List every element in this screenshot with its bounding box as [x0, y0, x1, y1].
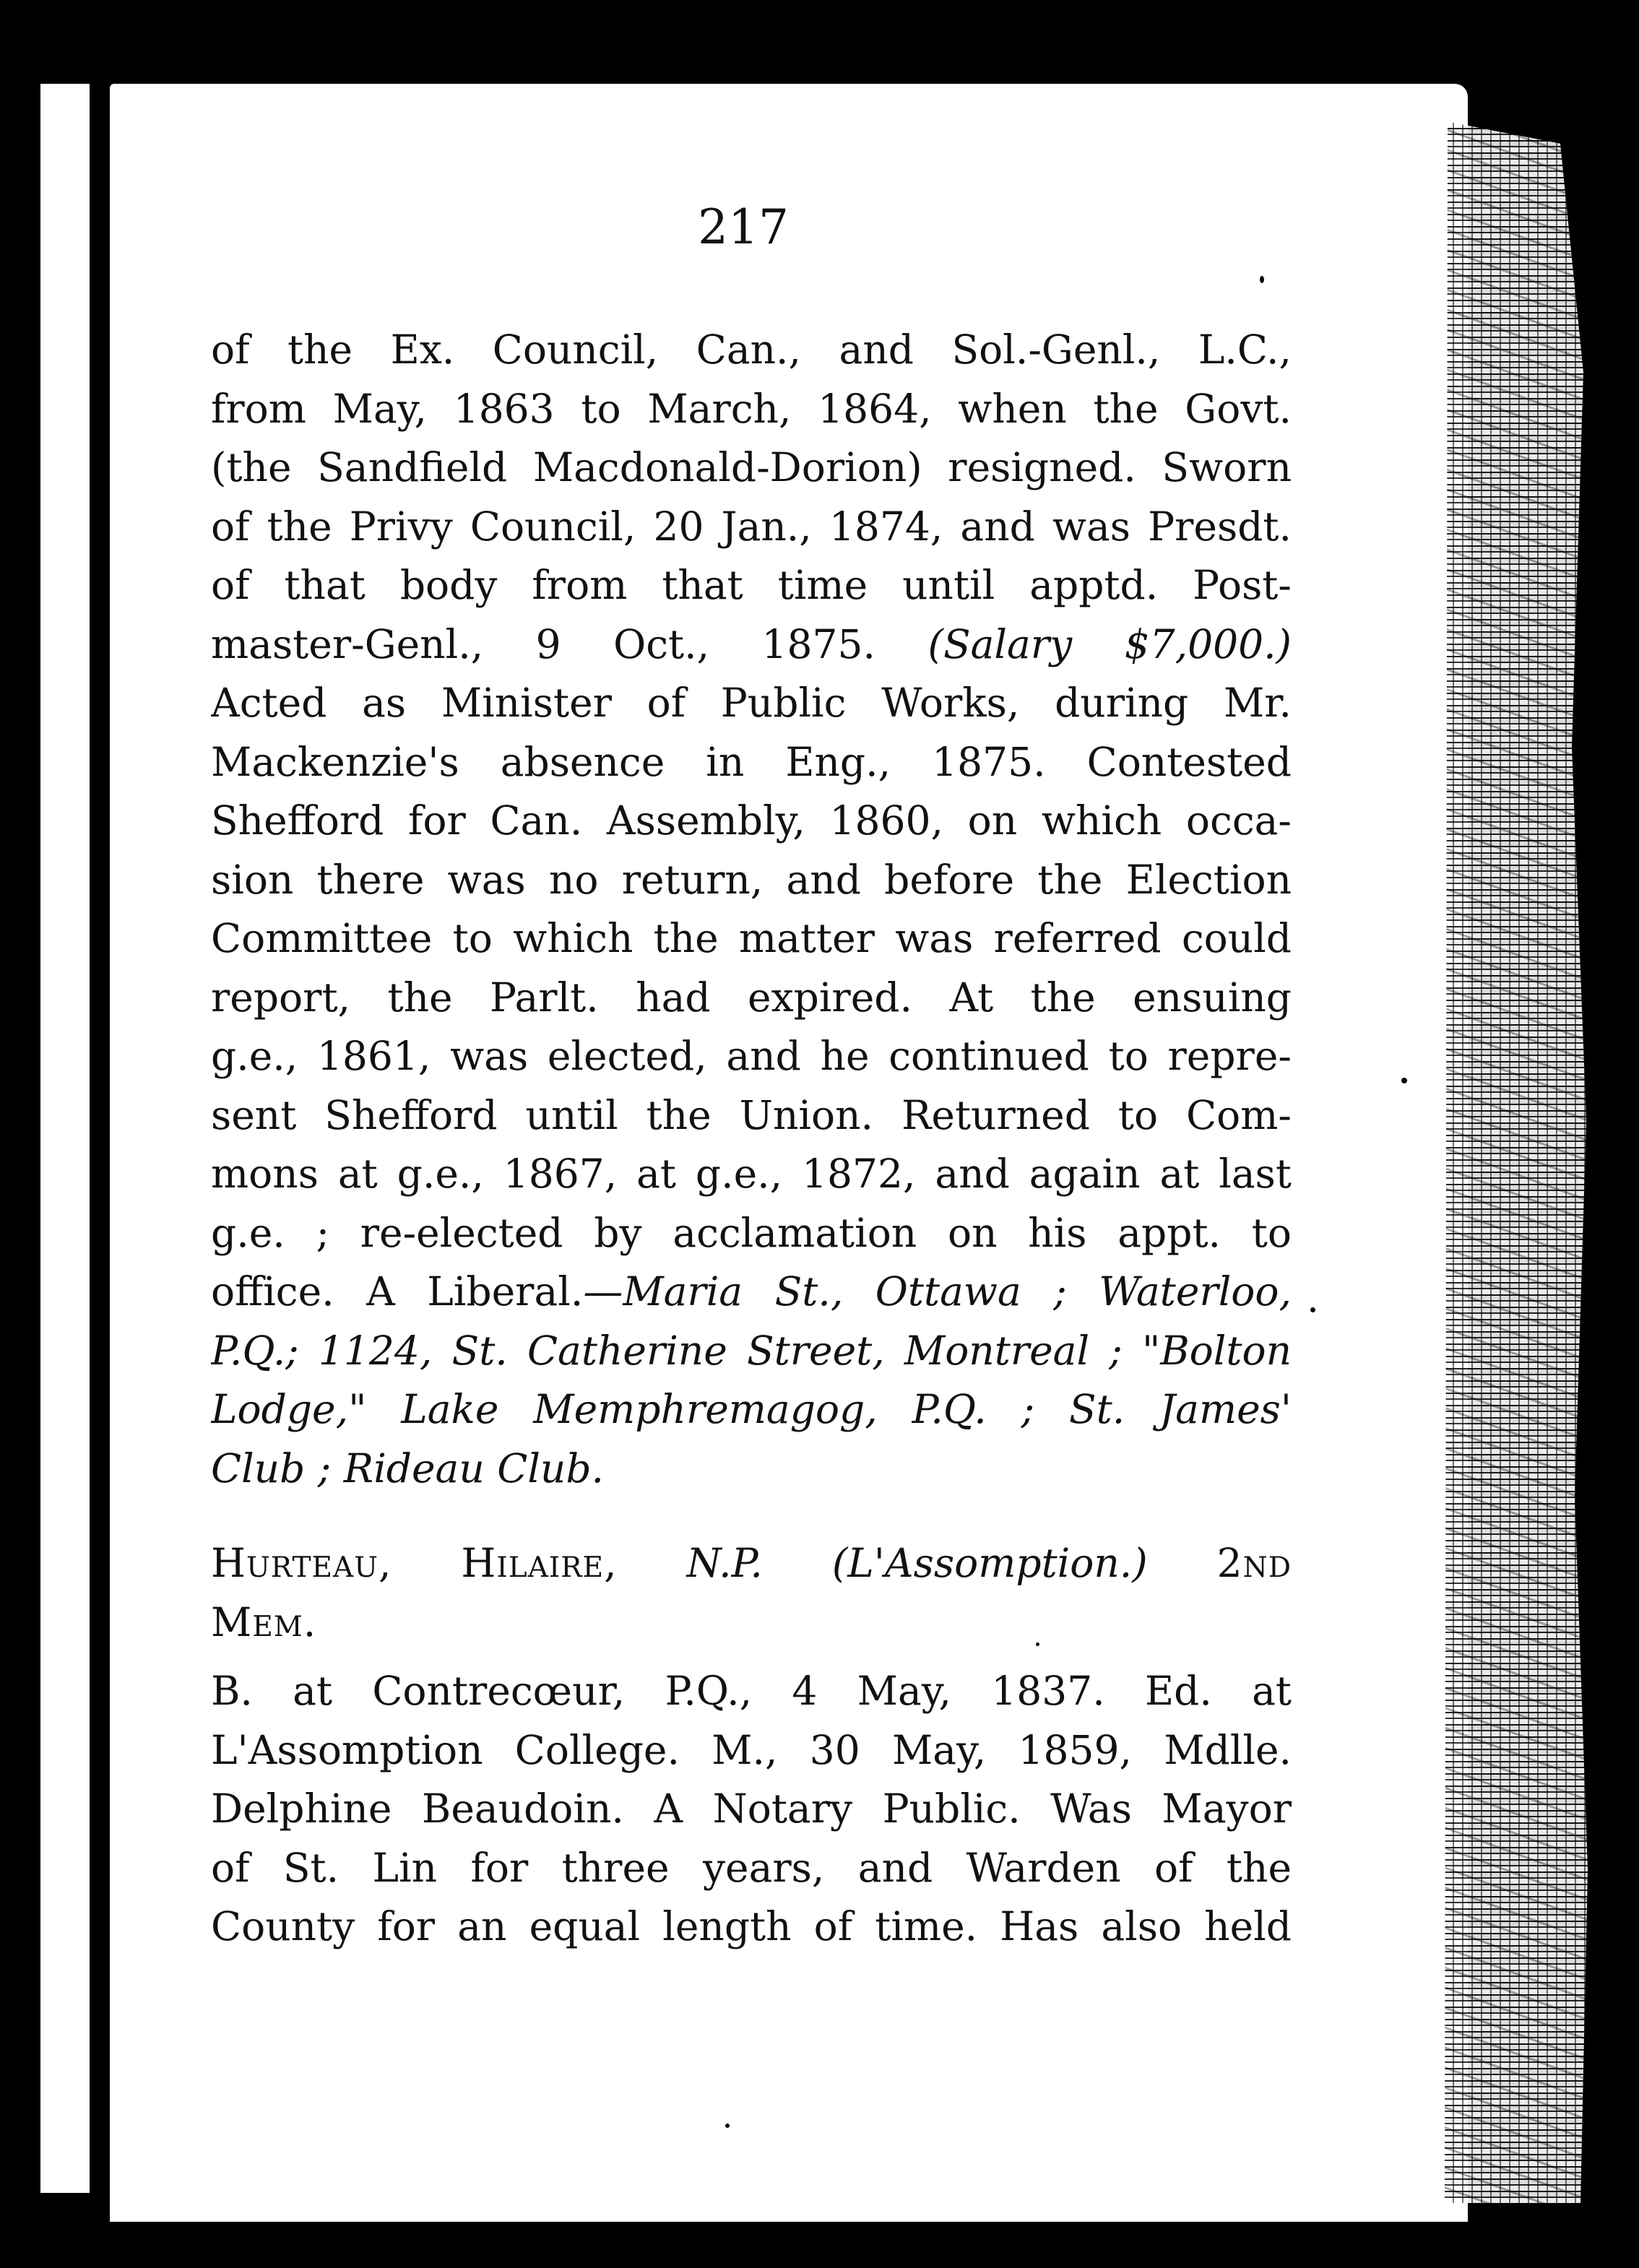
text-line: Delphine Beaudoin. A Notary Public. Was Mayor [211, 1786, 1292, 1832]
scan-speck [1401, 1078, 1407, 1083]
text-line: sion there was no return, and before the Election [211, 856, 1292, 903]
text-line: Mackenzie's absence in Eng., 1875. Contested [211, 738, 1292, 785]
text-line: B. at Contrecœur, P.Q., 4 May, 1837. Ed. at [211, 1668, 1292, 1714]
text-line: Lodge," Lake Memphremagog, P.Q. ; St. James' [211, 1386, 1292, 1432]
text-line: Shefford for Can. Assembly, 1860, on which occa- [211, 797, 1292, 844]
text-line: of that body from that time until apptd. Post- [211, 562, 1292, 608]
text-line: from May, 1863 to March, 1864, when the Govt. [211, 385, 1292, 432]
entry-member-cont: Mem. [211, 1598, 317, 1645]
text-line: of the Privy Council, 20 Jan., 1874, and was Presdt. [211, 503, 1292, 550]
entry-title: N.P. [686, 1540, 763, 1586]
salary-note: (Salary $7,000.) [927, 620, 1292, 667]
facing-page-edge [40, 84, 90, 2193]
text-line: Club ; Rideau Club. [211, 1445, 605, 1492]
scan-speck [1310, 1307, 1315, 1312]
entry-heading-line [211, 1534, 1292, 1593]
text-line: g.e. ; re-elected by acclamation on his appt. to [211, 1209, 1292, 1256]
text-segment: master-Genl., 9 Oct., 1875. [211, 620, 875, 667]
address-note: —Maria St., Ottawa ; Waterloo, [583, 1268, 1292, 1315]
text-line-address [211, 1263, 1292, 1322]
gutter-shadow [90, 84, 110, 2193]
text-line: mons at g.e., 1867, at g.e., 1872, and again at last [211, 1151, 1292, 1197]
text-line: L'Assomption College. M., 30 May, 1859, Mdlle. [211, 1726, 1292, 1773]
text-line: Committee to which the matter was referred could [211, 915, 1292, 961]
page-fore-edge-texture [1445, 123, 1589, 2203]
text-line: report, the Parlt. had expired. At the ensuing [211, 974, 1292, 1021]
scan-speck [725, 2124, 730, 2128]
page-number: 217 [698, 199, 789, 255]
biography-entry [211, 1662, 1292, 1957]
text-line: County for an equal length of time. Has also held [211, 1903, 1292, 1949]
biography-continuation [211, 321, 1292, 1498]
text-line: sent Shefford until the Union. Returned to Com- [211, 1091, 1292, 1138]
text-line: of St. Lin for three years, and Warden of the [211, 1844, 1292, 1891]
text-line: (the Sandfield Macdonald-Dorion) resigned. Sworn [211, 444, 1292, 490]
text-segment: office. A Liberal. [211, 1268, 584, 1315]
text-line-salary [211, 615, 1292, 675]
text-line: P.Q.; 1124, St. Catherine Street, Montreal ; "Bolton [211, 1327, 1292, 1374]
text-line: Acted as Minister of Public Works, during Mr. [211, 680, 1292, 726]
entry-member: 2nd [1216, 1540, 1292, 1586]
text-line: g.e., 1861, was elected, and he continued to repre- [211, 1033, 1292, 1079]
entry-heading [211, 1534, 1292, 1652]
text-line: of the Ex. Council, Can., and Sol.-Genl., L.C., [211, 326, 1292, 373]
scan-speck [33, 344, 40, 348]
entry-given-name: Hilaire, [461, 1540, 618, 1586]
scan-speck [1260, 276, 1264, 283]
entry-surname: Hurteau, [211, 1540, 392, 1586]
entry-constituency: (L'Assomption.) [831, 1540, 1148, 1586]
